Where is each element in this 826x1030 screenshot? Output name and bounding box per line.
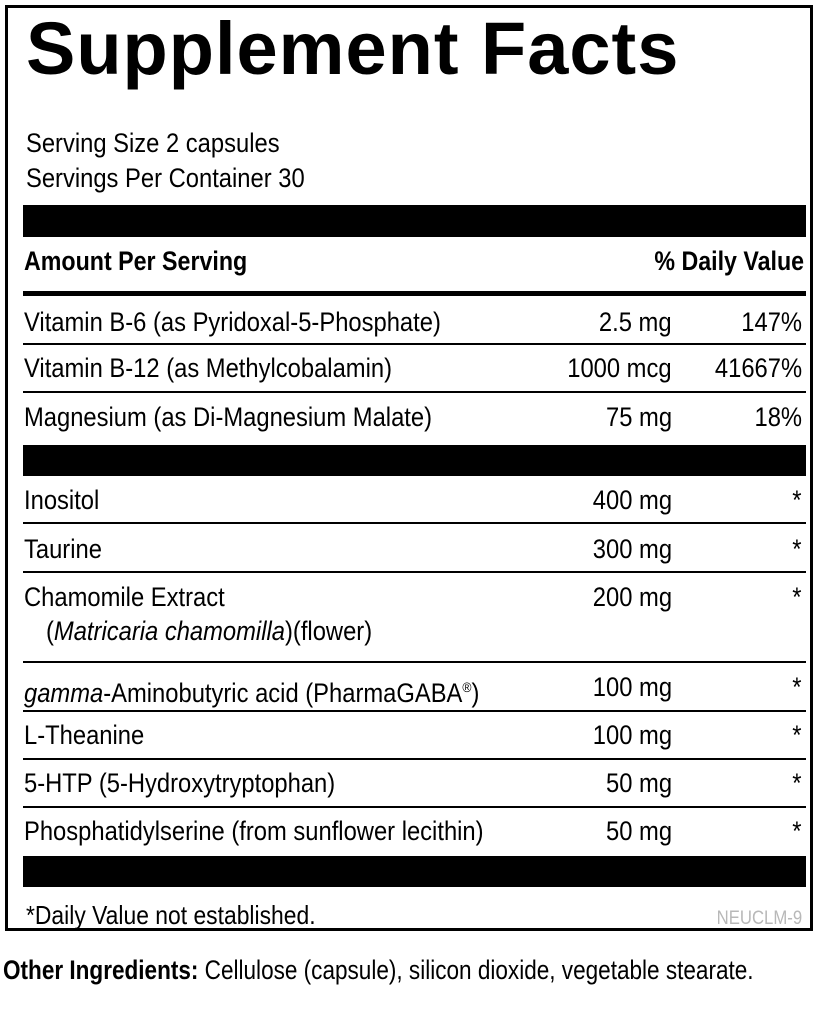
other-ingredients-label: Other Ingredients: <box>3 955 199 985</box>
ingredient-amount: 100 mg <box>592 720 672 750</box>
ingredient-dv: * <box>792 485 802 515</box>
ingredient-dv: * <box>792 720 802 750</box>
ingredient-amount: 300 mg <box>592 534 672 564</box>
row-divider <box>23 571 806 573</box>
servings-per-container: Servings Per Container 30 <box>26 163 305 193</box>
ingredient-dv: * <box>792 534 802 564</box>
row-divider <box>23 806 806 808</box>
panel-title: Supplement Facts <box>26 7 680 90</box>
amount-per-serving-header: Amount Per Serving <box>24 246 248 276</box>
ingredient-amount: 200 mg <box>592 582 672 612</box>
ingredient-amount: 50 mg <box>605 768 672 798</box>
nutrient-dv: 41667% <box>714 353 802 383</box>
ingredient-name <box>24 670 479 710</box>
ingredient-name: Chamomile Extract <box>24 582 225 612</box>
nutrient-name: Vitamin B-12 (as Methylcobalamin) <box>24 353 392 383</box>
nutrient-amount: 1000 mcg <box>567 353 672 383</box>
row-divider <box>23 758 806 760</box>
daily-value-header: % Daily Value <box>654 246 804 276</box>
row-divider <box>23 391 806 393</box>
ingredient-name: Taurine <box>24 534 102 564</box>
ingredient-dv: * <box>792 672 802 702</box>
thick-divider-top <box>23 205 806 237</box>
footnote: *Daily Value not established. <box>26 900 316 930</box>
ingredient-amount: 50 mg <box>605 816 672 846</box>
thick-divider-bottom <box>23 856 806 887</box>
row-divider <box>23 343 806 345</box>
ingredient-dv: * <box>792 768 802 798</box>
row-divider <box>23 710 806 712</box>
nutrient-amount: 2.5 mg <box>599 307 672 337</box>
registered-mark: ® <box>462 679 472 695</box>
name-italic: gamma <box>24 678 104 708</box>
ingredient-source: (Matricaria chamomilla)(flower) <box>46 616 373 646</box>
medium-divider <box>23 291 806 296</box>
ingredient-name: Inositol <box>24 485 100 515</box>
supplement-facts-panel <box>5 5 813 931</box>
ingredient-dv: * <box>792 816 802 846</box>
name-end: ) <box>471 678 480 708</box>
serving-size: Serving Size 2 capsules <box>26 128 280 158</box>
plant-part: )(flower) <box>284 616 373 646</box>
ingredient-dv: * <box>792 582 802 612</box>
product-code: NEUCLM-9 <box>716 908 802 929</box>
nutrient-dv: 147% <box>741 307 802 337</box>
nutrient-name: Vitamin B-6 (as Pyridoxal-5-Phosphate) <box>24 307 441 337</box>
botanical-name: Matricaria chamomilla <box>53 616 285 646</box>
ingredient-amount: 100 mg <box>592 672 672 702</box>
other-ingredients <box>3 955 754 986</box>
nutrient-dv: 18% <box>754 402 802 432</box>
nutrient-name: Magnesium (as Di-Magnesium Malate) <box>24 402 433 432</box>
name-rest: -Aminobutyric acid (PharmaGABA <box>103 678 463 708</box>
other-ingredients-text: Cellulose (capsule), silicon dioxide, vegetable stearate. <box>198 955 754 985</box>
row-divider <box>23 522 806 524</box>
ingredient-amount: 400 mg <box>592 485 672 515</box>
row-divider <box>23 661 806 663</box>
nutrient-amount: 75 mg <box>605 402 672 432</box>
ingredient-name: Phosphatidylserine (from sunflower lecithin) <box>24 816 484 846</box>
thick-divider-middle <box>23 445 806 476</box>
ingredient-name: L-Theanine <box>24 720 145 750</box>
ingredient-name: 5-HTP (5-Hydroxytryptophan) <box>24 768 336 798</box>
